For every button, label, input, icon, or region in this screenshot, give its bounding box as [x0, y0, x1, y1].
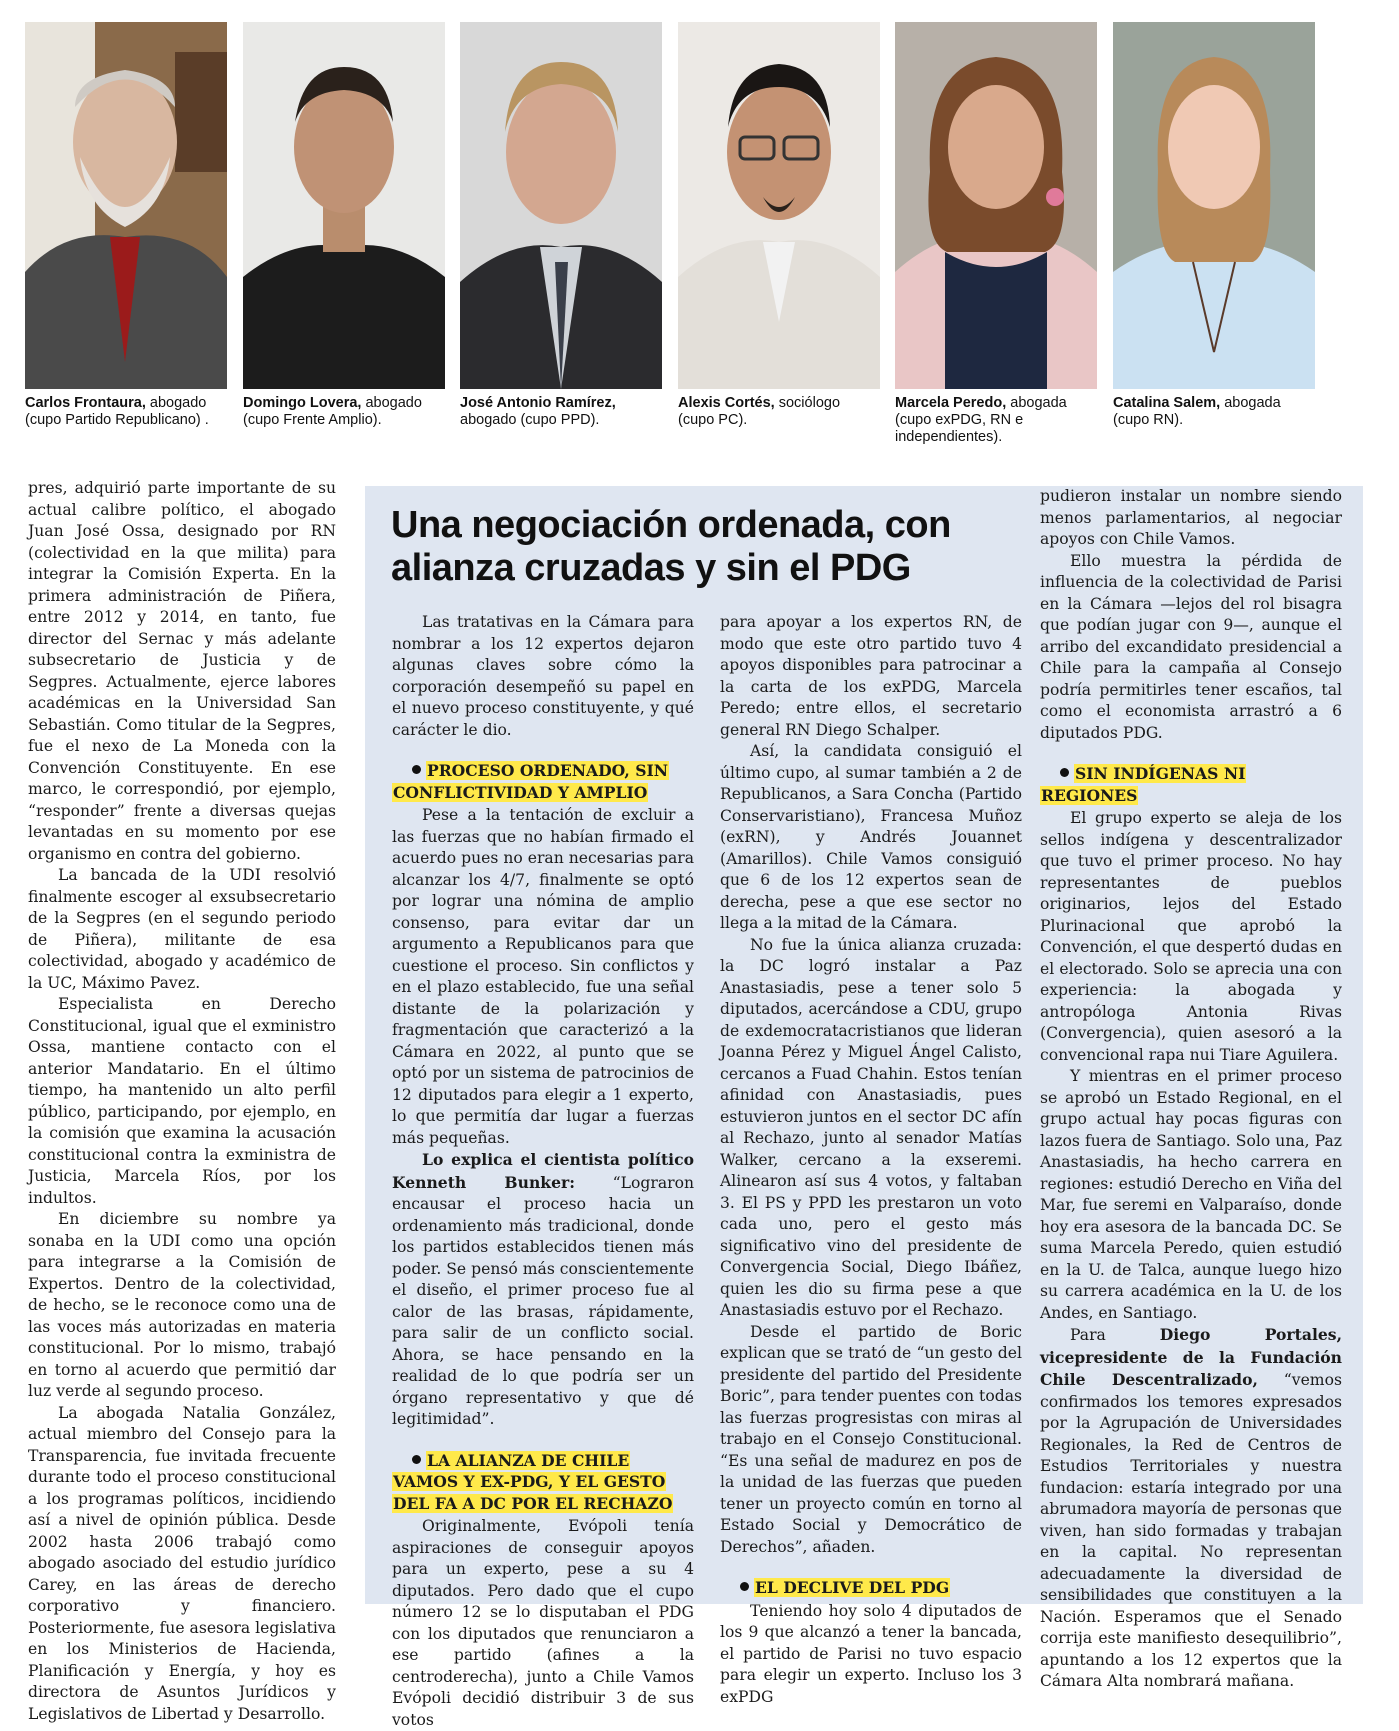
bullet-icon — [412, 1455, 421, 1464]
left-paragraph: La bancada de la UDI resolvió finalmente escoger al exsubsecretario de la Segpres (en el segundo periodo de Piñera), militante de esa colectividad, abogado y académico de la UC, Máximo Pavez. — [28, 866, 336, 992]
box-paragraph: Para Diego Portales, vicepresidente de la Fundación Chile Descentralizado, “vemos confirmados los temores expresados por la Agrupación de Universidades Regionales, la Red de Centros de Estudios Territoriales y nuestra fundacion: estaría integrado por una abrumadora mayoría de personas que viven, han sido formadas y trabajan en la capital. No representan adecuadamente la diversidad de sensibilidades que constituyen a la Nación. Esperamos que el Senado corrija este manifiesto desequilibrio”, apuntando a los 12 expertos que la Cámara Alta nombrará mañana. — [1040, 1325, 1342, 1690]
box-paragraph: Ello muestra la pérdida de influencia de la colectividad de Parisi en la Cámara —lejos del rol bisagra que podían jugar con 9—, aunque el arribo del excandidato presidencial a Chile para la campaña al Consejo podría permitirles tener escaños, tal como el economista arrastró a 6 diputados PDG. — [1040, 551, 1342, 742]
left-paragraph: pres, adquirió parte importante de su actual calibre político, el abogado Juan José Ossa, designado por RN (colectividad en la que milita) para integrar la Comisión Experta. En la primera administración de Piñera, entre 2012 y 2014, en tanto, fue director del Sernac y más adelante subsecretario de Justicia y de Segpres. Actualmente, ejerce labores académicas en la Universidad San Sebastián. Como titular de la Segpres, fue el nexo de La Moneda con la Convención Constituyente. En ese marco, le correspondió, por ejemplo, “responder” frente a diversas quejas levantadas en su momento por ese organismo en contra del gobierno. — [28, 479, 336, 863]
section-heading: LA ALIANZA DE CHILE VAMOS Y EX-PDG, Y EL GESTO DEL FA A DC POR EL RECHAZO — [393, 1450, 673, 1513]
portrait-caption-frontaura: Carlos Frontaura, abogado (cupo Partido Republicano) . — [25, 395, 209, 428]
portrait-strip — [25, 22, 1360, 452]
box-paragraph: Así, la candidata consiguió el último cupo, al sumar también a 2 de Republicanos, a Sara Concha (Partido Conservaristiano), Francesa Muñoz (exRN), y Andrés Jouannet (Amarillos). Chile Vamos consiguió que 6 de los 12 expertos sean de derecha, pese a que ese sector no llega a la mitad de la Cámara. — [720, 742, 1022, 932]
portrait-caption-ramirez: José Antonio Ramírez, abogado (cupo PPD). — [460, 395, 616, 428]
box-paragraph: Originalmente, Evópoli tenía aspiraciones de conseguir apoyos para un experto, pese a su 4 diputados. Pero dado que el cupo número 12 se lo disputaban el PDG con los diputados que renunciaron a ese partido (afines a la centroderecha), junto a Chile Vamos Evópoli decidió distribuir 3 de sus votos — [392, 1517, 694, 1729]
box-paragraph: Lo explica el cientista político Kenneth Bunker: “Lograron encausar el proceso hacia un ordenamiento más tradicional, donde los partidos establecidos tienen más poder. Se pensó más conscientemente el diseño, el primer proceso fue al calor de las brasas, rápidamente, para salir de un conflicto social. Ahora, se hace pensando en la realidad de lo que podría ser un órgano representativo y que dé legitimidad”. — [392, 1150, 695, 1428]
left-paragraph: La abogada Natalia González, actual miembro del Consejo para la Transparencia, fue invitada frecuente durante todo el proceso constitucional a los programas políticos, incidiendo así a nivel de opinión pública. Desde 2002 hasta 2006 trabajó como abogado asociado del estudio jurídico Carey, en las áreas de derecho corporativo y financiero. Posteriormente, fue asesora legislativa en los Ministerios de Hacienda, Planificación y Energía, y hoy es directora de Asuntos Jurídicos y Legislativos de Libertad y Desarrollo. — [28, 1403, 336, 1723]
portrait-photo-ramirez — [460, 22, 662, 389]
box-column-3 — [1040, 486, 1342, 1693]
bullet-icon — [1060, 768, 1069, 777]
box-column-1 — [392, 612, 694, 1731]
bullet-icon — [412, 765, 421, 774]
portrait-card-peredo — [895, 22, 1097, 446]
portrait-caption-lovera: Domingo Lovera, abogado (cupo Frente Amplio). — [243, 395, 422, 428]
sidebar-analysis-box — [365, 486, 1363, 1729]
box-headline: Una negociación ordenada, con alianza cruzadas y sin el PDG — [391, 504, 951, 589]
portrait-card-ramirez — [460, 22, 662, 429]
left-article-column — [28, 478, 336, 1725]
portrait-photo-cortes — [678, 22, 880, 389]
box-paragraph: pudieron instalar un nombre siendo menos parlamentarios, al negociar apoyos con Chile Vamos. — [1040, 487, 1342, 548]
bullet-icon — [740, 1582, 749, 1591]
portrait-card-salem — [1113, 22, 1315, 429]
portrait-photo-lovera — [243, 22, 445, 389]
section-heading: SIN INDÍGENAS NI REGIONES — [1041, 764, 1246, 805]
section-heading: EL DECLIVE DEL PDG — [720, 1577, 1022, 1599]
portrait-photo-peredo — [895, 22, 1097, 389]
box-paragraph: No fue la única alianza cruzada: la DC logró instalar a Paz Anastasiadis, pese a tener solo 5 diputados, acercándose a CDU, grupo de exdemocratacristianos que lideran Joanna Pérez y Miguel Ángel Calisto, cercanos a Fuad Chahin. Estos tenían afinidad con Anastasiadis, pues estuvieron juntos en el sector DC afín al Rechazo, junto al senador Matías Walker, cercano a la exseremi. Alinearon así sus 4 votos, y faltaban 3. El PS y PPD les prestaron un voto cada uno, pero el gesto más significativo vino del presidente de Convergencia Social, Diego Ibáñez, quien les dio su firma pese a que Anastasiadis estuvo por el Rechazo. — [720, 935, 1022, 1319]
box-paragraph: El grupo experto se aleja de los sellos indígena y descentralizador que tuvo el primer proceso. No hay representantes de pueblos originarios, lejos del Estado Plurinacional que aprobó la Convención, el que despertó dudas en el electorado. Solo se aprecia una con experiencia: la abogada y antropóloga Antonia Rivas (Convergencia), quien asesoró a la convencional rapa nui Tiare Aguilera. — [1040, 809, 1342, 1064]
portrait-photo-salem — [1113, 22, 1315, 389]
box-paragraph: Teniendo hoy solo 4 diputados de los 9 que alcanzó a tener la bancada, el partido de Parisi no tuvo espacio para elegir un experto. Incluso los 3 exPDG — [720, 1601, 1022, 1706]
box-column-2 — [720, 612, 1022, 1708]
left-paragraph: Especialista en Derecho Constitucional, igual que el exministro Ossa, mantiene contacto con el anterior Mandatario. En el último tiempo, ha mantenido un alto perfil público, participando, por ejemplo, en la comisión que examina la acusación constitucional contra la exministra de Justicia, Marcela Ríos, por los indultos. — [28, 995, 336, 1207]
portrait-card-frontaura — [25, 22, 227, 429]
box-paragraph: Desde el partido de Boric explican que se trató de “un gesto del presidente del partido del Presidente Boric”, para tender puentes con todas las fuerzas progresistas con miras al trabajo en el Consejo Constitucional. “Es una señal de madurez en pos de la unidad de las fuerzas que pueden tener un proyecto común en torno al Estado Social y Democrático de Derechos”, añaden. — [720, 1322, 1022, 1556]
box-paragraph: Pese a la tentación de excluir a las fuerzas que no habían firmado el acuerdo pues no eran necesarias para alcanzar los 4/7, finalmente se optó por lograr una nómina de amplio consenso, para evitar dar un argumento a Republicanos para que cuestione el proceso. Sin conflictos y en el plazo establecido, fue una señal distante de la polarización y fragmentación que caracterizó a la Cámara en 2022, al punto que se optó por un sistema de patrocinios de 12 diputados para elegir a 1 experto, lo que permitía dar lugar a fuerzas más pequeñas. — [392, 806, 694, 1147]
portrait-caption-cortes: Alexis Cortés, sociólogo (cupo PC). — [678, 395, 841, 428]
portrait-caption-peredo: Marcela Peredo, abogada (cupo exPDG, RN e independientes). — [895, 395, 1067, 445]
section-heading: PROCESO ORDENADO, SIN CONFLICTIVIDAD Y AMPLIO — [393, 761, 669, 802]
portrait-card-lovera — [243, 22, 445, 429]
left-paragraph: En diciembre su nombre ya sonaba en la UDI como una opción para integrarse a la Comisión de Expertos. Dentro de la colectividad, de hecho, se le reconoce como una de las voces más autorizadas en materia constitucional. Por lo mismo, trabajó en torno al acuerdo que permitió dar luz verde al segundo proceso. — [28, 1210, 336, 1400]
box-paragraph: Y mientras en el primer proceso se aprobó un Estado Regional, en el grupo actual hay pocas figuras con lazos fuera de Santiago. Solo una, Paz Anastasiadis, ha hecho carrera en regiones: estudió Derecho en Viña del Mar, fue seremi en Valparaíso, donde hoy era asesora de la bancada DC. Se suma Marcela Peredo, quien estudió en la U. de Talca, aunque luego hizo su carrera académica en la U. de los Andes, en Santiago. — [1040, 1067, 1342, 1322]
portrait-photo-frontaura — [25, 22, 227, 389]
portrait-card-cortes — [678, 22, 880, 429]
portrait-caption-salem: Catalina Salem, abogada (cupo RN). — [1113, 395, 1281, 428]
box-paragraph: Las tratativas en la Cámara para nombrar a los 12 expertos dejaron algunas claves sobre cómo la corporación desempeñó su papel en el nuevo proceso constituyente, y qué carácter le dio. — [392, 613, 694, 739]
box-paragraph: para apoyar a los expertos RN, de modo que este otro partido tuvo 4 apoyos disponibles para patrocinar a la carta de los exPDG, Marcela Peredo; entre ellos, el secretario general RN Diego Schalper. — [720, 613, 1022, 739]
